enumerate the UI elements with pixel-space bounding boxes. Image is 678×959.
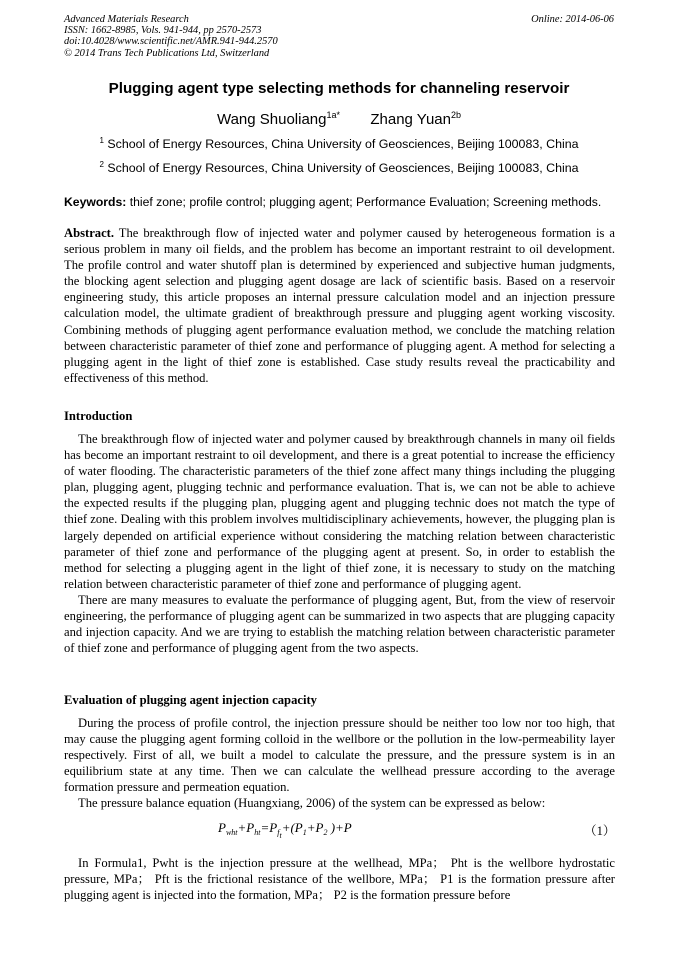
author-line — [0, 111, 678, 128]
copyright: © 2014 Trans Tech Publications Ltd, Switzerland — [64, 47, 270, 59]
online-date: Online: 2014-06-06 — [531, 14, 614, 25]
abstract-text: The breakthrough flow of injected water and polymer caused by heterogeneous formation is a serious problem in many oil fields, and the problem has become an important restraint to oil development. The profile control and water shutoff plan is determined by experienced and subjective human judgments, the blocking agent selection and plugging agent dosage are lack of scientific basis. Based on a reservoir engineering study, this article proposes an internal pressure calculation model and an injection pressure calculation model, the ultimate gradient of breakthrough pressure and plugging agent working viscosity. Combining methods of plugging agent performance evaluation method, we conclude the matching relation between characteristic parameter of thief zone and performance of plugging agent. A method for selecting a plugging agent in the light of thief zone is established. Case study results reveal the practicability and effectiveness of this method. — [64, 226, 616, 385]
abstract — [64, 225, 615, 386]
section-body — [64, 715, 615, 812]
author-superscript: 2b — [451, 110, 462, 120]
affiliation-number: 2 — [99, 160, 104, 169]
keywords — [64, 195, 601, 209]
equation-number: （1） — [584, 824, 616, 838]
keywords-text: thief zone; profile control; plugging agent; Performance Evaluation; Screening methods. — [129, 195, 602, 209]
paragraph: During the process of profile control, the injection pressure should be neither too low nor too high, that may cause the plugging agent forming colloid in the wellbore or the pollution in the low-permeability layer respectively. First of all, we built a model to calculate the pressure, and the pressure system is in an equilibrium state at any time. Then we can calculate the wellhead pressure according to the average formation pressure and permeation equation. — [64, 716, 615, 795]
author-superscript: 1a* — [326, 110, 341, 120]
paragraph: In Formula1, Pwht is the injection pressure at the wellhead, MPa； Pht is the wellbore hydrostatic pressure, MPa； Pft is the frictional resistance of the wellbore, MPa； P1 is the formation pressure after plugging agent is injected into the formation, MPa； P2 is the formation pressure before — [64, 856, 615, 903]
author-name: Wang Shuoliang — [216, 111, 327, 128]
affiliation — [0, 161, 678, 175]
section-heading: Introduction — [64, 409, 133, 423]
doi: doi:10.4028/www.scientific.net/AMR.941-944.2570 — [64, 36, 278, 48]
section-body — [64, 431, 615, 656]
keywords-label: Keywords: — [64, 195, 127, 209]
author-name: Zhang Yuan — [370, 111, 451, 128]
abstract-label: Abstract. — [64, 226, 115, 240]
affiliation — [0, 137, 678, 151]
paragraph: The pressure balance equation (Huangxiang, 2006) of the system can be expressed as below: — [78, 796, 546, 811]
issn: ISSN: 1662-8985, Vols. 941-944, pp 2570-2573 — [64, 25, 262, 37]
affiliation-text: School of Energy Resources, China University of Geosciences, Beijing 100083, China — [107, 161, 579, 175]
section-heading: Evaluation of plugging agent injection capacity — [64, 693, 317, 707]
affiliation-number: 1 — [99, 136, 104, 145]
journal-info — [64, 14, 278, 59]
paper-title: Plugging agent type selecting methods for channeling reservoir — [108, 80, 570, 97]
paragraph: The breakthrough flow of injected water and polymer caused by breakthrough channels in many oil fields has become an important restraint to oil development, and there is a great potential to increase the efficiency of water flooding. The characteristic parameters of the thief zone affect many things including the plugging plan, plugging agent, plugging technic and performance evaluation. That is, we can not be able to achieve the expected results if the plugging plan, plugging agent and plugging technic does not match the type of thief zone. Dealing with this problem involves multidisciplinary achievements, however, the plugging plan is largely depended on artificial experience without considering the matching relation between characteristic parameter of thief zone and performance of the plugging agent at present. So, in order to establish the method for selecting a plugging agent in the light of thief zone, it is necessary to study on the matching relation between characteristic parameter of thief zone and performance of plugging agent. — [64, 432, 615, 591]
journal-name: Advanced Materials Research — [64, 14, 189, 25]
paragraph: There are many measures to evaluate the performance of plugging agent, But, from the view of reservoir engineering, the performance of plugging agent can be summarized in two aspects that are plugging capacity and injection capacity. And we are trying to establish the matching relation between characteristic parameter of thief zone and performance of plugging agent from the two aspects. — [64, 592, 615, 656]
affiliation-text: School of Energy Resources, China University of Geosciences, Beijing 100083, China — [107, 137, 579, 151]
section-body — [64, 855, 615, 903]
equation: $P_{wht}+P_{ht}=P_{f_t}+(P_1+P_2$ )+P — [218, 820, 352, 840]
